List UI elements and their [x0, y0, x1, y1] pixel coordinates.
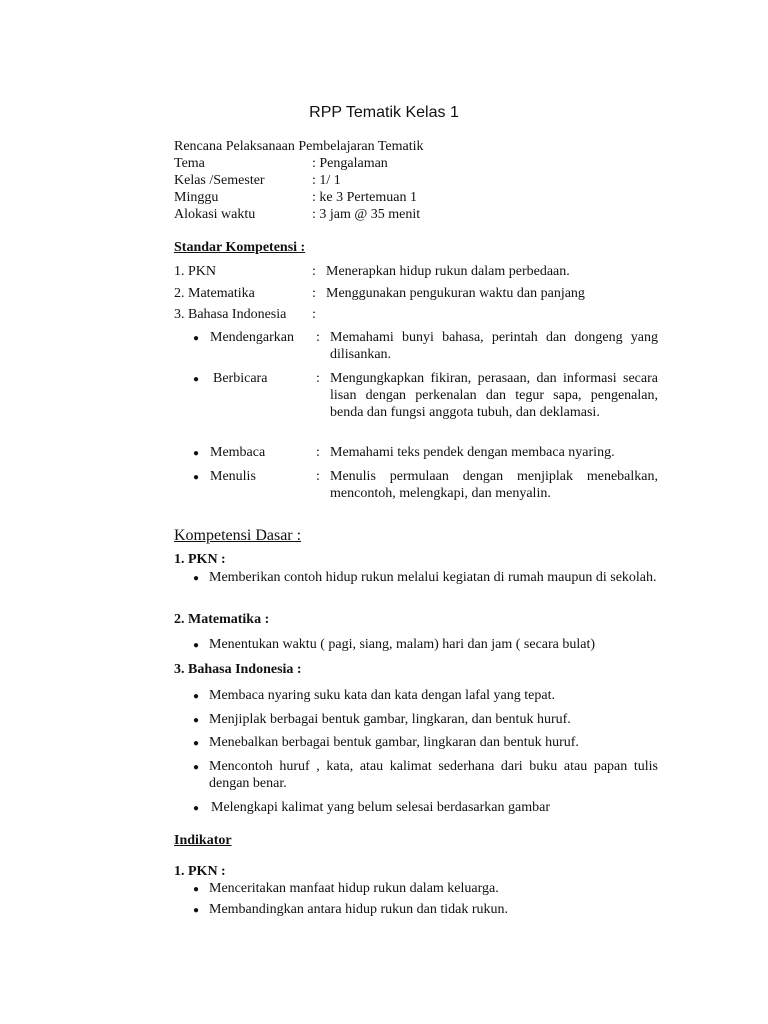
kd-pkn-heading: 1. PKN :: [174, 552, 226, 567]
kd-item: Melengkapi kalimat yang belum selesai berdasarkan gambar: [211, 800, 550, 815]
bahasa-skill-label: Mendengarkan: [210, 330, 294, 345]
bullet-icon: ●: [193, 905, 200, 916]
bullet-icon: ●: [193, 640, 200, 651]
header-row-value: : 3 jam @ 35 menit: [312, 207, 421, 222]
sk-item-label: 2. Matematika: [174, 286, 255, 301]
bahasa-skill-label: Berbicara: [213, 371, 268, 386]
indikator-item: Membandingkan antara hidup rukun dan tidak rukun.: [209, 902, 508, 917]
bahasa-skill-colon: :: [316, 371, 320, 386]
sk-item-colon: :: [312, 264, 316, 279]
header-row-value: : Pengalaman: [312, 156, 388, 171]
kd-item: Memberikan contoh hidup rukun melalui kegiatan di rumah maupun di sekolah.: [209, 570, 657, 585]
bahasa-skill-desc: Memahami bunyi bahasa, perintah dan dongeng yang dilisankan.: [330, 330, 658, 362]
kd-item: Menjiplak berbagai bentuk gambar, lingkaran, dan bentuk huruf.: [209, 712, 571, 727]
sk-item-label: 3. Bahasa Indonesia: [174, 307, 287, 322]
bahasa-skill-label: Membaca: [210, 445, 266, 460]
bullet-icon: ●: [193, 691, 200, 702]
indikator-heading: Indikator: [174, 833, 232, 848]
bullet-icon: ●: [193, 738, 200, 749]
kd-item: Menentukan waktu ( pagi, siang, malam) hari dan jam ( secara bulat): [209, 637, 596, 652]
header-intro: Rencana Pelaksanaan Pembelajaran Tematik: [174, 139, 424, 154]
bullet-icon: ●: [193, 573, 200, 584]
bahasa-skill-label: Menulis: [210, 469, 256, 484]
header-row-label: Minggu: [174, 190, 219, 205]
sk-item-value: Menggunakan pengukuran waktu dan panjang: [326, 286, 585, 301]
bahasa-skill-colon: :: [316, 445, 320, 460]
header-row-label: Kelas /Semester: [174, 173, 265, 188]
header-row-label: Tema: [174, 156, 205, 171]
bullet-icon: ●: [193, 803, 200, 814]
sk-item-value: Menerapkan hidup rukun dalam perbedaan.: [326, 264, 570, 279]
indikator-pkn-heading: 1. PKN :: [174, 864, 226, 879]
sk-heading: Standar Kompetensi :: [174, 240, 306, 255]
sk-item-colon: :: [312, 307, 316, 322]
bahasa-skill-desc: Memahami teks pendek dengan membaca nyaring.: [330, 445, 615, 460]
kd-mat-heading: 2. Matematika :: [174, 612, 270, 627]
bullet-icon: ●: [193, 448, 200, 459]
bahasa-skill-colon: :: [316, 469, 320, 484]
header-row-value: : 1/ 1: [312, 173, 341, 188]
bullet-icon: ●: [193, 762, 200, 773]
kd-heading: Kompetensi Dasar :: [174, 527, 302, 544]
bahasa-skill-colon: :: [316, 330, 320, 345]
bullet-icon: ●: [193, 884, 200, 895]
bullet-icon: ●: [193, 472, 200, 483]
header-row-label: Alokasi waktu: [174, 207, 256, 222]
bullet-icon: ●: [193, 374, 200, 385]
bahasa-skill-desc: Menulis permulaan dengan menjiplak menebalkan, mencontoh, melengkapi, dan menyalin.: [330, 469, 658, 501]
bullet-icon: ●: [193, 333, 200, 344]
sk-item-label: 1. PKN: [174, 264, 217, 279]
sk-item-colon: :: [312, 286, 316, 301]
page-title: RPP Tematik Kelas 1: [309, 104, 459, 121]
kd-bi-heading: 3. Bahasa Indonesia :: [174, 662, 302, 677]
header-row-value: : ke 3 Pertemuan 1: [312, 190, 417, 205]
indikator-item: Menceritakan manfaat hidup rukun dalam keluarga.: [209, 881, 499, 896]
bullet-icon: ●: [193, 715, 200, 726]
kd-item: Mencontoh huruf , kata, atau kalimat sederhana dari buku atau papan tulis dengan benar.: [209, 759, 658, 791]
kd-item: Membaca nyaring suku kata dan kata dengan lafal yang tepat.: [209, 688, 555, 703]
kd-item: Menebalkan berbagai bentuk gambar, lingkaran dan bentuk huruf.: [209, 735, 579, 750]
bahasa-skill-desc: Mengungkapkan fikiran, perasaan, dan informasi secara lisan dengan perkenalan dan tegur sapa, pengenalan, benda dan fungsi anggota tubuh, dan deklamasi.: [330, 371, 658, 420]
